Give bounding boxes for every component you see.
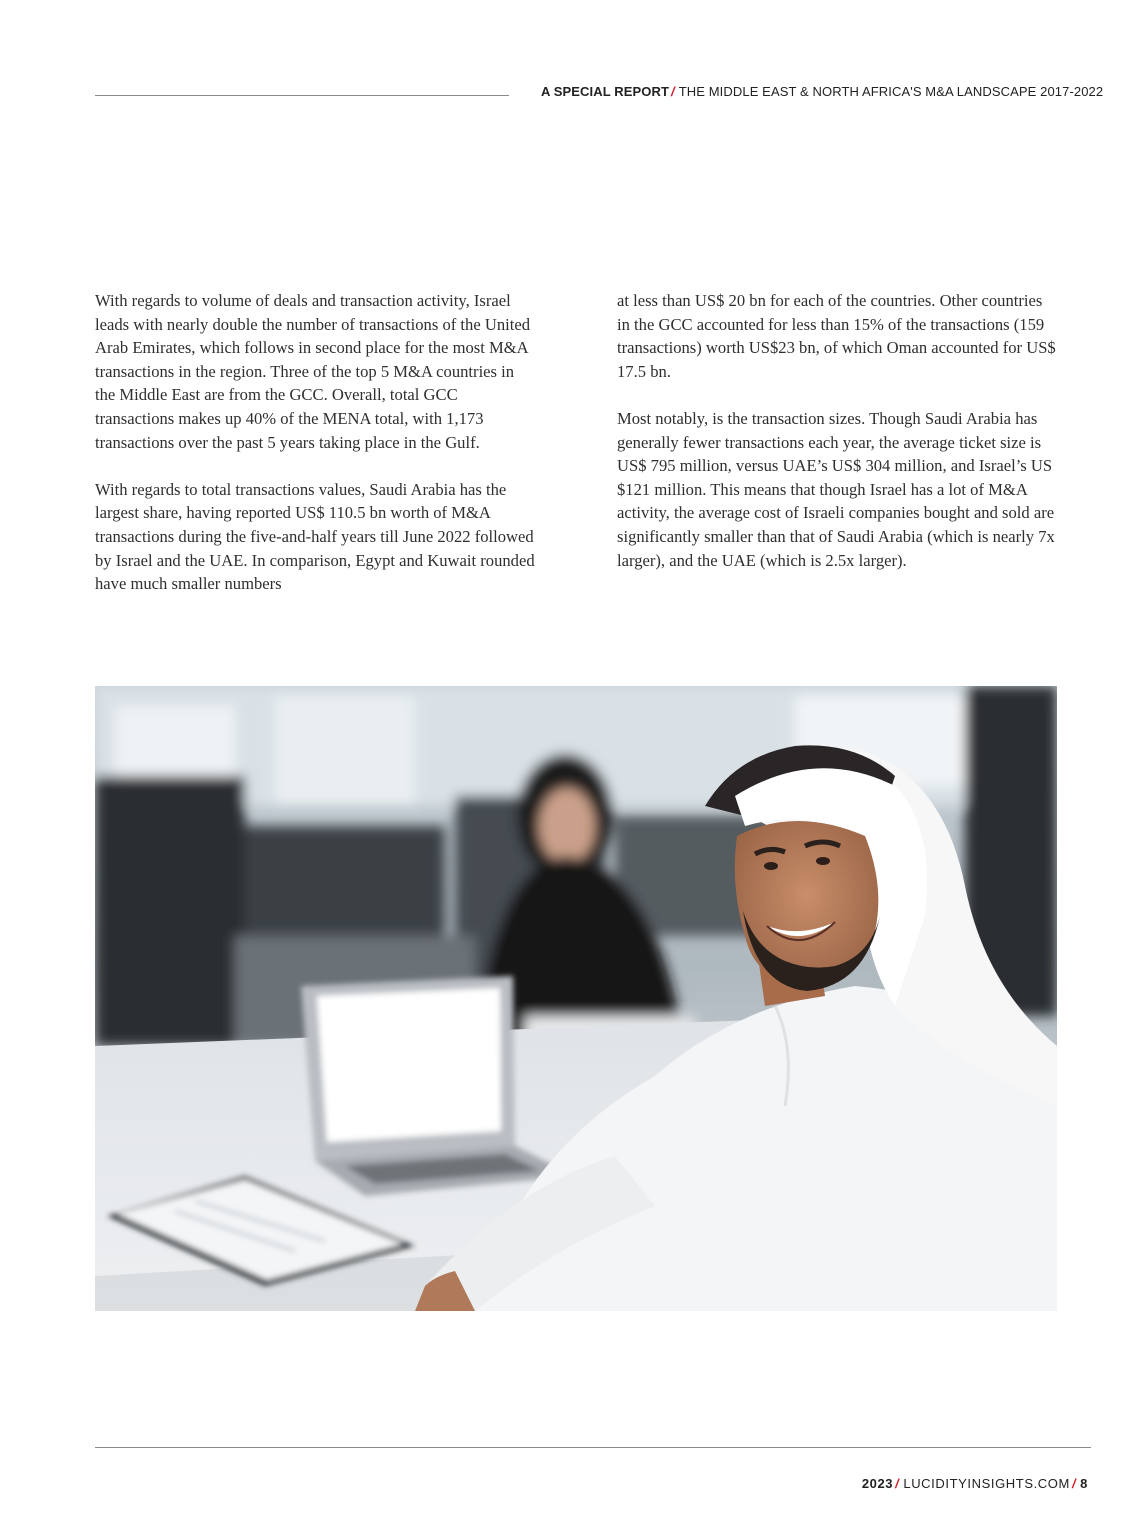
paragraph: With regards to total transactions values, Saudi Arabia has the largest share, having reported US$ 110.5 bn worth of M&A transactions during the five-and-half years till June 2022 followed by Israel and the UAE. In comparison, Egypt and Kuwait rounded have much smaller numbers — [95, 479, 535, 594]
slash-divider: / — [671, 84, 675, 99]
page-number: 8 — [1080, 1476, 1088, 1491]
article-left-column — [95, 289, 535, 619]
report-title: THE MIDDLE EAST & NORTH AFRICA'S M&A LANDSCAPE 2017-2022 — [678, 84, 1104, 99]
header-rule — [95, 95, 509, 96]
footer-site: LUCIDITYINSIGHTS.COM — [903, 1476, 1070, 1491]
slash-divider: / — [895, 1476, 900, 1491]
report-label: A SPECIAL REPORT — [541, 84, 670, 99]
slash-divider: / — [1071, 1476, 1077, 1491]
office-photo — [95, 686, 1057, 1311]
paragraph: Most notably, is the transaction sizes. Though Saudi Arabia has generally fewer transactions each year, the average ticket size is US$ 795 million, versus UAE’s US$ 304 million, and Israel’s US $121 million. This means that though Israel has a lot of M&A activity, the average cost of Israeli companies bought and sold are significantly smaller than that of Saudi Arabia (which is nearly 7x larger), and the UAE (which is 2.5x larger). — [617, 408, 1055, 570]
running-header — [541, 84, 1104, 99]
footer-rule — [95, 1447, 1091, 1448]
page-footer — [862, 1476, 1088, 1491]
footer-year: 2023 — [861, 1476, 894, 1491]
article-right-column — [617, 289, 1057, 596]
paragraph: With regards to volume of deals and transaction activity, Israel leads with nearly double the number of transactions of the United Arab Emirates, which follows in second place for the most M&A transactions in the region. Three of the top 5 M&A countries in the Middle East are from the GCC. Overall, total GCC transactions makes up 40% of the MENA total, with 1,173 transactions over the past 5 years taking place in the Gulf. — [95, 291, 531, 452]
paragraph: at less than US$ 20 bn for each of the countries. Other countries in the GCC accounted for less than 15% of the transactions (159 transactions) worth US$23 bn, of which Oman accounted for US$ 17.5 bn. — [617, 291, 1056, 381]
